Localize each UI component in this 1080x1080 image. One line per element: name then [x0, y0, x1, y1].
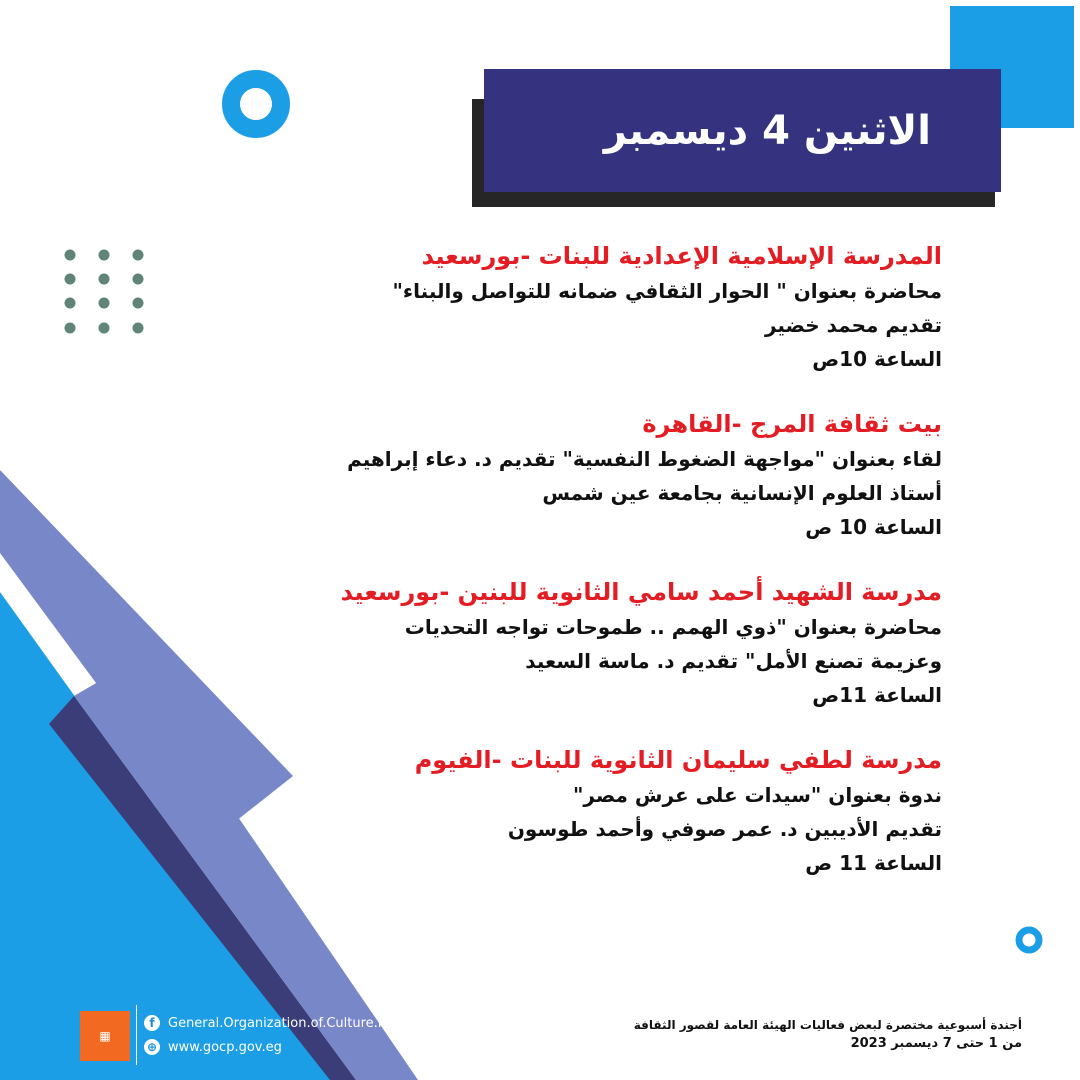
event-line: تقديم محمد خضير [764, 313, 942, 337]
event-time: الساعة 11ص [812, 683, 942, 707]
event-item [302, 406, 942, 544]
footer-divider [136, 1005, 137, 1065]
facebook-icon: f [144, 1015, 160, 1031]
event-time: الساعة 11 ص [805, 851, 942, 875]
event-item [302, 742, 942, 880]
event-line: لقاء بعنوان "مواجهة الضغوط النفسية" تقديم د. دعاء إبراهيم [347, 447, 942, 471]
agenda-caption [634, 1016, 1022, 1054]
gocp-logo: ▦ [80, 1011, 130, 1061]
agenda-line2: من 1 حتى 7 ديسمبر 2023 [850, 1036, 1022, 1051]
event-line: محاضرة بعنوان " الحوار الثقافي ضمانه للتواصل والبناء" [392, 279, 942, 303]
events-list [302, 238, 942, 910]
agenda-line1: أجندة أسبوعية مختصرة لبعض فعاليات الهيئة العامة لقصور الثقافة [633, 1018, 1022, 1032]
event-venue: المدرسة الإسلامية الإعدادية للبنات -بورسعيد [421, 242, 942, 270]
event-venue: مدرسة لطفي سليمان الثانوية للبنات -الفيوم [414, 746, 942, 774]
globe-icon: ⊕ [144, 1039, 160, 1055]
ring-decor-bottom [1019, 930, 1039, 950]
event-item [302, 238, 942, 376]
website-link[interactable] [144, 1039, 282, 1055]
event-venue: مدرسة الشهيد أحمد سامي الثانوية للبنين -بورسعيد [340, 578, 942, 606]
website-url: www.gocp.gov.eg [168, 1039, 282, 1055]
event-line: أستاذ العلوم الإنسانية بجامعة عين شمس [542, 481, 942, 505]
ring-decor-top [231, 79, 281, 129]
event-time: الساعة 10 ص [805, 515, 942, 539]
facebook-handle: General.Organization.of.Culture.Palaces [168, 1015, 427, 1031]
event-line: تقديم الأديبين د. عمر صوفي وأحمد طوسون [507, 817, 942, 841]
event-venue: بيت ثقافة المرج -القاهرة [642, 410, 942, 438]
facebook-link[interactable] [144, 1015, 427, 1031]
page-title: الاثنين 4 ديسمبر [603, 107, 931, 154]
event-line: وعزيمة تصنع الأمل" تقديم د. ماسة السعيد [525, 649, 942, 673]
event-line: محاضرة بعنوان "ذوي الهمم .. طموحات تواجه التحديات [404, 615, 942, 639]
title-box [484, 69, 1001, 192]
event-time: الساعة 10ص [812, 347, 942, 371]
event-item [302, 574, 942, 712]
event-line: ندوة بعنوان "سيدات على عرش مصر" [572, 783, 942, 807]
dot-grid [65, 250, 144, 334]
